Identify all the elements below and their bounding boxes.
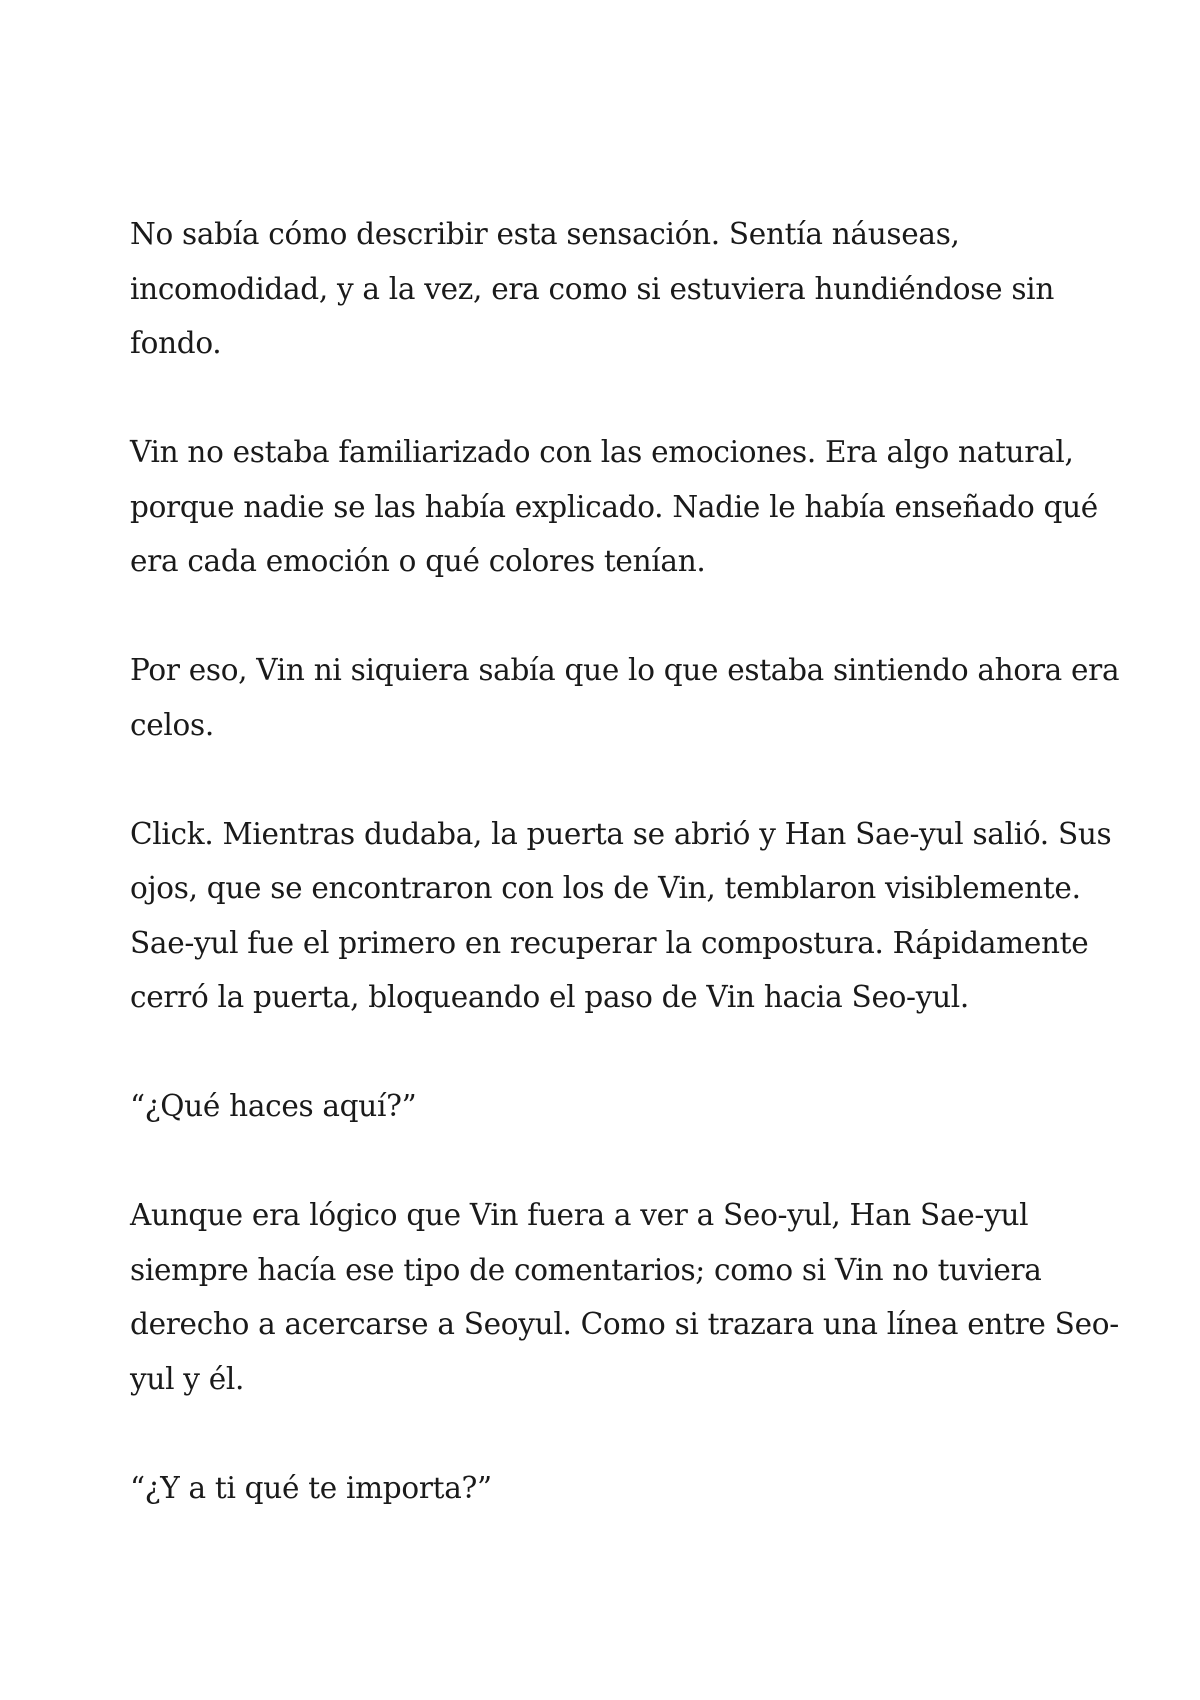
text-line: incomodidad, y a la vez, era como si estuviera hundiéndose sin: [130, 271, 1055, 306]
text-line: “¿Qué haces aquí?”: [130, 1089, 417, 1123]
text-line: “¿Y a ti qué te importa?”: [130, 1470, 492, 1505]
text-line: fondo.: [130, 326, 222, 360]
text-line: cerró la puerta, bloqueando el paso de Vin hacia Seo-yul.: [130, 980, 970, 1014]
text-line: porque nadie se las había explicado. Nadie le había enseñado qué: [130, 489, 1098, 524]
text-line: derecho a acercarse a Seoyul. Como si trazara una línea entre Seo-: [130, 1307, 1119, 1341]
paragraph-3: [130, 643, 1120, 752]
text-line: Por eso, Vin ni siquiera sabía que lo que estaba sintiendo ahora era: [130, 653, 1120, 687]
text-line: siempre hacía ese tipo de comentarios; como si Vin no tuviera: [130, 1252, 1042, 1287]
body-text: [130, 207, 1120, 1570]
text-line: Click. Mientras dudaba, la puerta se abrió y Han Sae-yul salió. Sus: [130, 816, 1112, 851]
text-line: ojos, que se encontraron con los de Vin, temblaron visiblemente.: [130, 871, 1081, 905]
text-line: yul y él.: [130, 1361, 245, 1396]
paragraph-2: [130, 425, 1098, 589]
dialogue-line-1: [130, 1079, 1090, 1134]
text-line: era cada emoción o qué colores tenían.: [130, 544, 706, 578]
text-line: celos.: [130, 707, 214, 742]
paragraph-1: [130, 207, 1090, 371]
text-line: Aunque era lógico que Vin fuera a ver a Seo-yul, Han Sae-yul: [130, 1198, 1029, 1232]
paragraph-6: [130, 1188, 1119, 1406]
dialogue-line-2: [130, 1461, 1090, 1516]
text-line: Sae-yul fue el primero en recuperar la compostura. Rápidamente: [130, 925, 1089, 960]
paragraph-4: [130, 807, 1112, 1025]
text-line: No sabía cómo describir esta sensación. Sentía náuseas,: [130, 217, 960, 251]
text-line: Vin no estaba familiarizado con las emociones. Era algo natural,: [130, 435, 1074, 469]
